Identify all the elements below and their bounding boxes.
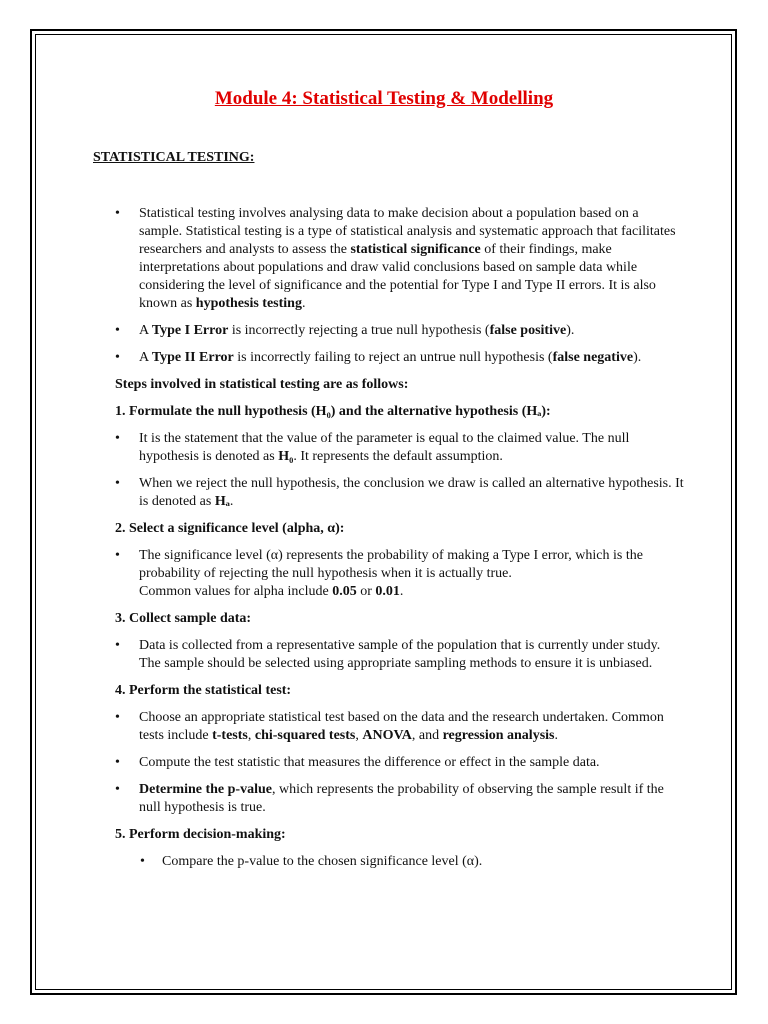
bullet-marker: • [115,350,120,365]
bullet-marker: • [115,782,120,797]
section-heading: STATISTICAL TESTING: [93,150,255,165]
step1-bullet-alt: • When we reject the null hypothesis, the conclusion we draw is called an alternative hypothesis. It is denoted as Hₐ. [115,476,684,509]
step4-heading: 4. Perform the statistical test: [115,683,292,698]
bullet-marker: • [115,710,120,725]
page-title: Module 4: Statistical Testing & Modelling [214,88,554,109]
bullet-marker: • [115,206,120,221]
steps-intro: Steps involved in statistical testing are as follows: [115,377,409,392]
step2-bullet: • The significance level (α) represents the probability of making a Type I error, which is the probability of rejecting the null hypothesis when it is actually true. Common values for alpha include 0.05 or 0.01. [115,548,643,599]
step4-bullet-pvalue: • Determine the p-value, which represents the probability of observing the sample result if the null hypothesis is true. [115,782,664,815]
step5-heading: 5. Perform decision-making: [115,827,286,842]
step4-bullet-choose: • Choose an appropriate statistical test based on the data and the research undertaken. Common tests include t-tests, chi-squared tests, ANOVA, and regression analysis. [115,710,664,743]
type2-error-bullet: • A Type II Error is incorrectly failing to reject an untrue null hypothesis (false negative). [115,350,642,365]
step4-bullet-compute: • Compute the test statistic that measures the difference or effect in the sample data. [115,755,600,770]
bullet-marker: • [115,638,120,653]
bullet-marker: • [115,323,120,338]
step3-heading: 3. Collect sample data: [115,611,252,626]
step2-heading: 2. Select a significance level (alpha, α): [115,521,345,536]
step1-heading: 1. Formulate the null hypothesis (H₀) and the alternative hypothesis (Hₐ): [115,404,551,419]
bullet-marker: • [115,431,120,446]
step1-bullet-null: • It is the statement that the value of the parameter is equal to the claimed value. The null hypothesis is denoted as H₀. It represents the default assumption. [115,431,630,464]
type1-error-bullet: • A Type I Error is incorrectly rejecting a true null hypothesis (false positive). [115,323,575,338]
bullet-marker: • [115,548,120,563]
bullet-marker: • [115,476,120,491]
step5-bullet: • Compare the p-value to the chosen significance level (α). [140,854,483,869]
bullet-marker: • [115,755,120,770]
bullet-marker: • [140,854,145,869]
step3-bullet: • Data is collected from a representative sample of the population that is currently under study. The sample should be selected using appropriate sampling methods to ensure it is unbiased. [115,638,661,671]
document-body [115,205,685,880]
intro-bullet: • Statistical testing involves analysing data to make decision about a population based on a sample. Statistical testing is a type of statistical analysis and systematic approach that facilitates researchers and analysts to assess the statistical significance of their findings, make interpretations about populations and draw valid conclusions based on sample data while considering the level of significance and the potential for Type I and Type II errors. It is also known as hypothesis testing. [115,206,676,311]
